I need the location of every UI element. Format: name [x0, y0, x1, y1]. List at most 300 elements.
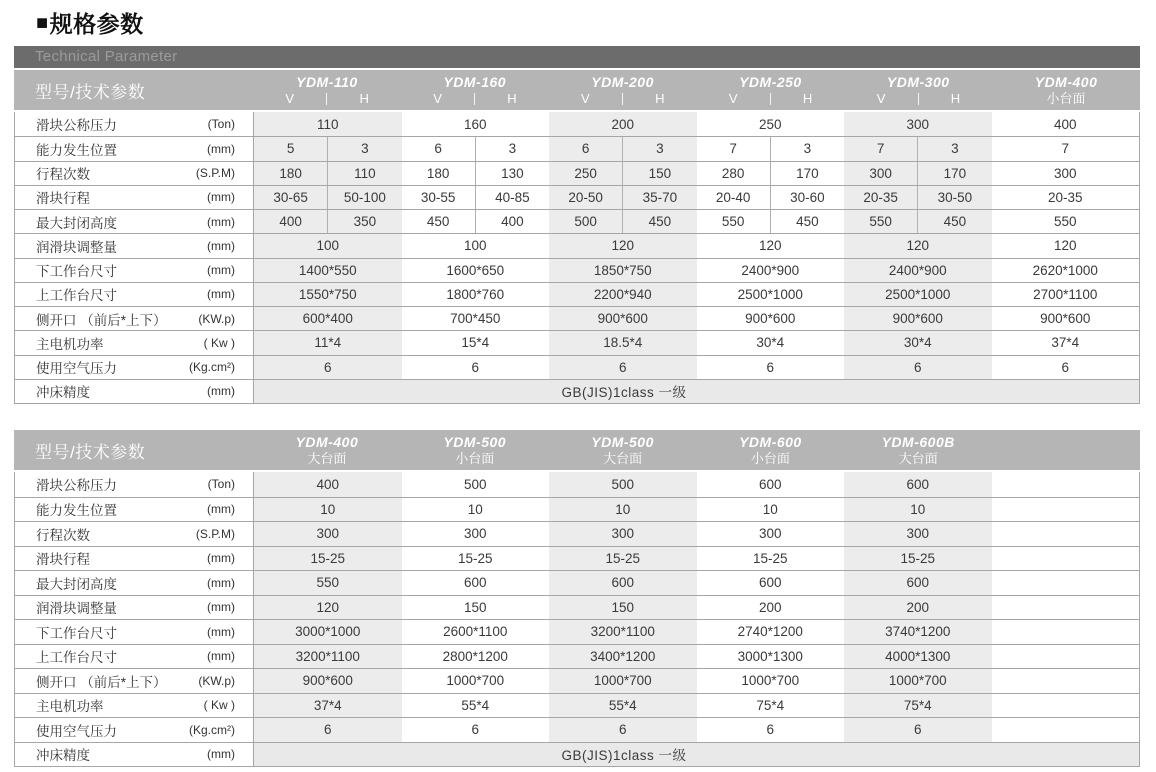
- spec-cell-group: [844, 547, 992, 571]
- spec-cell-group: [992, 522, 1140, 546]
- vh-label: V: [581, 90, 590, 106]
- vh-label: V: [285, 90, 295, 106]
- spec-cell-group: [844, 112, 992, 136]
- spec-cell-group: [992, 498, 1140, 522]
- spec-cell: 120: [611, 238, 635, 254]
- row-data-area: [254, 669, 1139, 693]
- spec-cell: 600: [906, 476, 930, 492]
- spec-cell: 350: [327, 210, 401, 233]
- spec-cell-group: [402, 472, 550, 497]
- spec-cell-group: [549, 162, 697, 185]
- spec-cell: 300: [1053, 165, 1077, 181]
- spec-cell-group: [697, 718, 845, 742]
- spec-cell-group: [697, 186, 845, 209]
- model-name: YDM-400: [295, 433, 359, 450]
- row-label-cell: [15, 620, 254, 644]
- row-label: 使用空气压力: [36, 361, 117, 377]
- spec-cell: 120: [316, 599, 340, 615]
- spec-cell: 30*4: [756, 335, 785, 351]
- row-label: 上工作台尺寸: [36, 650, 117, 666]
- spec-cell: 3: [327, 137, 401, 160]
- column-header-YDM-600: [696, 430, 844, 470]
- spec-cell: 20-40: [715, 189, 751, 205]
- spec-cell: 900*600: [1040, 311, 1091, 327]
- spec-cell-group: [992, 356, 1140, 379]
- spec-cell-group: [254, 210, 402, 233]
- spec-cell: 55*4: [608, 697, 637, 713]
- row-label-cell: [15, 571, 254, 595]
- table-row: [15, 258, 1139, 282]
- spec-cell: 6: [323, 359, 332, 375]
- row-unit: (mm): [207, 649, 235, 664]
- spec-cell-group: [549, 283, 697, 306]
- spec-cell: 150: [622, 162, 696, 185]
- row-label: 最大封闭高度: [36, 215, 117, 231]
- spec-cell-group: [402, 210, 550, 233]
- table-size-subheader: 大台面: [603, 450, 643, 466]
- spec-cell-group: [402, 547, 550, 571]
- spec-cell: 1800*760: [446, 286, 505, 302]
- spec-cell: 3740*1200: [885, 624, 951, 640]
- spec-cell-group: [697, 210, 845, 233]
- spec-cell-group: [992, 307, 1140, 330]
- spec-cell-group: [402, 620, 550, 644]
- row-unit: (mm): [207, 575, 235, 590]
- spec-cell: 400: [316, 476, 340, 492]
- spec-cell-group: [549, 522, 697, 546]
- spec-cell: 7: [729, 141, 737, 157]
- spec-cell: 300: [758, 526, 782, 542]
- row-label: 滑块公称压力: [36, 118, 117, 134]
- table-row: [15, 619, 1139, 644]
- spec-cell: 6: [766, 359, 774, 375]
- spec-cell: 30-55: [420, 189, 456, 205]
- column-header-empty: [992, 430, 1140, 470]
- table-row: [15, 185, 1139, 209]
- spec-cell: 300: [463, 526, 487, 542]
- spec-cell: 20-50: [568, 189, 603, 205]
- row-data-area: [254, 596, 1139, 620]
- spec-cell-group: [549, 137, 697, 160]
- table-header-row: [14, 70, 1140, 110]
- spec-cell-group: [992, 718, 1140, 742]
- spec-cell-group: [697, 669, 845, 693]
- table-row: [15, 693, 1139, 718]
- row-label-cell: [15, 259, 254, 282]
- row-label-cell: [15, 596, 254, 620]
- row-data-area: [254, 356, 1139, 379]
- column-header-YDM-400: [992, 70, 1140, 110]
- spec-cell-group: [549, 669, 697, 693]
- vh-label: H: [655, 90, 665, 106]
- table-size-subheader: [992, 442, 1140, 458]
- spec-cell-group: [992, 186, 1140, 209]
- spec-cell: [992, 547, 1140, 571]
- row-unit: (mm): [207, 214, 235, 229]
- vh-subheader: [696, 91, 844, 107]
- spec-cell-group: [844, 645, 992, 669]
- spec-cell: 75*4: [903, 697, 932, 713]
- spec-cell-group: [254, 547, 402, 571]
- spec-cell-group: [697, 112, 845, 136]
- spec-cell-group: [844, 186, 992, 209]
- row-data-area: [254, 472, 1139, 497]
- spec-cell: [992, 620, 1140, 644]
- vh-subheader: [401, 91, 549, 107]
- column-header-YDM-500: [401, 430, 549, 470]
- spec-cell-group: [992, 620, 1140, 644]
- spec-cell-group: [402, 112, 550, 136]
- table-row: [15, 521, 1139, 546]
- row-data-area: [254, 210, 1139, 233]
- row-label-cell: [15, 380, 254, 403]
- spec-cell: 6: [471, 722, 479, 738]
- row-unit: (mm): [207, 502, 235, 517]
- spec-cell: 15-25: [752, 550, 788, 566]
- row-label-cell: [15, 186, 254, 209]
- row-label: 冲床精度: [36, 385, 90, 401]
- spec-cell: 200: [758, 599, 782, 615]
- spec-cell: 2620*1000: [1032, 262, 1098, 278]
- spec-cell: 3200*1100: [590, 624, 655, 640]
- spec-cell: 550: [869, 214, 892, 230]
- spec-cell-group: [844, 718, 992, 742]
- spec-cell-group: [992, 472, 1140, 497]
- row-unit: (mm): [207, 263, 235, 278]
- spec-cell-group: [254, 137, 402, 160]
- spec-cell: 300: [906, 526, 930, 542]
- spec-cell: 6: [913, 359, 922, 375]
- spec-cell: 15-25: [605, 550, 641, 566]
- spec-cell-group: [844, 571, 992, 595]
- spec-cell-group: [402, 356, 550, 379]
- spec-cell-group: [549, 331, 697, 354]
- spec-cell: [992, 694, 1140, 718]
- spec-cell-group: [402, 645, 550, 669]
- row-label-cell: [15, 645, 254, 669]
- spec-cell: 120: [1053, 238, 1077, 254]
- row-label: 最大封闭高度: [36, 576, 117, 592]
- spec-cell: 3200*1100: [295, 648, 360, 664]
- row-data-area: [254, 522, 1139, 546]
- spec-cell-group: [402, 669, 550, 693]
- spec-cell-group: [697, 137, 845, 160]
- row-label-cell: [15, 307, 254, 330]
- spec-cell: 20-35: [1047, 189, 1083, 205]
- spec-cell: 1000*700: [593, 673, 652, 689]
- row-label-cell: [15, 522, 254, 546]
- table-row: [15, 233, 1139, 257]
- table-row: [15, 595, 1139, 620]
- table-body: [14, 472, 1140, 767]
- row-label: 行程次数: [36, 527, 90, 543]
- spec-cell: 6: [434, 141, 442, 157]
- spec-cell-group: [402, 162, 550, 185]
- spec-cell: 2740*1200: [737, 624, 803, 640]
- spec-cell-group: [697, 547, 845, 571]
- table-row: [15, 742, 1139, 767]
- spec-cell: 50-100: [327, 186, 401, 209]
- row-label-cell: [15, 137, 254, 160]
- spec-cell: 1000*700: [446, 673, 505, 689]
- table-row: [15, 379, 1139, 403]
- row-label: 行程次数: [36, 167, 90, 183]
- table-size-subheader: 小台面: [1046, 90, 1086, 106]
- spec-cell-group: [549, 547, 697, 571]
- spec-cell: 250: [574, 165, 597, 181]
- spec-cell: 11*4: [314, 335, 342, 351]
- spec-cell: 3400*1200: [590, 648, 656, 664]
- spec-cell-group: [254, 718, 402, 742]
- row-label-cell: [15, 210, 254, 233]
- spec-cell-group: [697, 331, 845, 354]
- table-size-subheader: 大台面: [307, 450, 347, 466]
- row-label-cell: [15, 498, 254, 522]
- row-label: 主电机功率: [36, 699, 104, 715]
- spec-cell-group: [697, 472, 845, 497]
- spec-cell: 10: [467, 501, 483, 517]
- model-name: YDM-600: [739, 433, 802, 450]
- spec-cell: 7: [1061, 141, 1069, 157]
- spec-cell-group: [402, 234, 550, 257]
- spec-cell-group: [549, 356, 697, 379]
- row-data-area: [254, 307, 1139, 330]
- table-row: [15, 717, 1139, 742]
- spec-cell-group: [254, 498, 402, 522]
- spec-cell-group: [844, 472, 992, 497]
- row-data-area: [254, 498, 1139, 522]
- vh-label: H: [507, 90, 517, 106]
- title-square-icon: ■: [36, 11, 49, 34]
- spec-cell: 120: [758, 238, 782, 254]
- spec-cell: 280: [721, 165, 745, 181]
- spec-cell-group: [992, 596, 1140, 620]
- spec-cell: 15-25: [310, 550, 346, 566]
- tables-container: [14, 46, 1140, 767]
- column-header-YDM-500: [549, 430, 697, 470]
- spec-cell-group: [549, 718, 697, 742]
- spec-cell-group: [992, 234, 1140, 257]
- row-data-area: [254, 162, 1139, 185]
- column-header-YDM-400: [253, 430, 401, 470]
- spec-cell-group: [844, 596, 992, 620]
- spec-cell: 6: [323, 722, 332, 738]
- row-unit: (KW.p): [198, 673, 235, 688]
- spec-cell-group: [254, 234, 402, 257]
- spec-cell: 160: [463, 116, 487, 132]
- spec-cell-group: [549, 210, 697, 233]
- header-label: 型号/技术参数: [35, 442, 146, 462]
- spec-cell: 10: [762, 501, 778, 517]
- spec-cell: 500: [463, 476, 487, 492]
- spec-cell-group: [402, 331, 550, 354]
- spec-cell: 40-85: [475, 186, 549, 209]
- spec-cell-group: [992, 547, 1140, 571]
- row-label-cell: [15, 112, 254, 136]
- spec-cell: 400: [475, 210, 549, 233]
- spec-cell-group: [844, 234, 992, 257]
- spec-cell: 2800*1200: [442, 648, 508, 664]
- row-data-area: [254, 380, 1139, 403]
- model-name: YDM-500: [591, 433, 654, 450]
- spec-cell-group: [402, 596, 550, 620]
- spec-cell: 180: [426, 165, 450, 181]
- spec-cell-group: [549, 645, 697, 669]
- row-unit: (mm): [207, 141, 235, 156]
- spec-cell-group: [254, 645, 402, 669]
- spec-cell-group: [549, 620, 697, 644]
- column-header-YDM-200: [549, 70, 697, 110]
- spec-cell-group: [844, 259, 992, 282]
- vh-label: H: [950, 90, 961, 106]
- spec-cell: 150: [611, 599, 635, 615]
- row-label: 滑块行程: [36, 191, 90, 207]
- spec-cell-group: [254, 694, 402, 718]
- spec-cell-group: [697, 596, 845, 620]
- spec-cell: 900*600: [745, 311, 796, 327]
- spec-cell: 6: [618, 722, 627, 738]
- spec-cell-group: [402, 522, 550, 546]
- spec-cell-group: [844, 210, 992, 233]
- spec-cell: 100: [463, 238, 487, 254]
- spec-cell-group: [844, 669, 992, 693]
- spec-cell-group: [549, 694, 697, 718]
- spec-cell-group: [254, 620, 402, 644]
- spec-cell: 20-35: [863, 189, 898, 205]
- spec-cell-group: [992, 645, 1140, 669]
- row-data-area: [254, 718, 1139, 742]
- spec-cell: 1550*750: [298, 286, 357, 302]
- table-header-row: [14, 430, 1140, 470]
- spec-cell: 15-25: [900, 550, 936, 566]
- spec-cell: 600: [758, 575, 782, 591]
- spec-cell: 2700*1100: [1033, 286, 1098, 302]
- table-row: [15, 355, 1139, 379]
- spec-cell: 30*4: [903, 335, 932, 351]
- row-unit: (mm): [207, 287, 235, 302]
- spec-cell: 6: [618, 359, 627, 375]
- full-span-cell: GB(JIS)1class 一级: [254, 743, 1139, 767]
- spec-cell: 55*4: [461, 697, 490, 713]
- model-name: YDM-200: [591, 73, 654, 90]
- table-size-subheader: 大台面: [898, 450, 938, 466]
- row-data-area: [254, 547, 1139, 571]
- row-data-area: [254, 137, 1139, 160]
- spec-cell: 600*400: [302, 311, 353, 327]
- page-title: [36, 6, 144, 39]
- spec-cell: 6: [913, 722, 922, 738]
- spec-cell-group: [254, 669, 402, 693]
- row-label: 冲床精度: [36, 748, 90, 764]
- spec-cell: 300: [906, 116, 930, 132]
- spec-cell: 600: [463, 575, 487, 591]
- spec-cell: [992, 472, 1140, 497]
- spec-cell: 450: [426, 214, 450, 230]
- row-label: 下工作台尺寸: [36, 625, 117, 641]
- spec-cell: 700*450: [450, 311, 501, 327]
- spec-cell-group: [254, 112, 402, 136]
- spec-cell: 3: [917, 137, 991, 160]
- row-label-cell: [15, 472, 254, 497]
- row-unit: (Kg.cm²): [189, 722, 235, 737]
- spec-cell-group: [549, 186, 697, 209]
- spec-cell: 1600*650: [446, 262, 505, 278]
- spec-cell: 1000*700: [888, 673, 947, 689]
- row-label: 润滑块调整量: [36, 239, 117, 255]
- spec-cell-group: [992, 283, 1140, 306]
- spec-cell-group: [697, 620, 845, 644]
- table-row: [15, 570, 1139, 595]
- row-unit: (mm): [207, 384, 235, 399]
- row-label-cell: [15, 743, 254, 767]
- row-label-cell: [15, 669, 254, 693]
- spec-cell: 30-60: [770, 186, 844, 209]
- spec-cell: 4000*1300: [885, 648, 951, 664]
- spec-cell: 600: [758, 476, 782, 492]
- spec-cell: [992, 498, 1140, 522]
- spec-cell: [992, 596, 1140, 620]
- row-unit: (mm): [207, 747, 235, 762]
- spec-cell: 600: [611, 575, 635, 591]
- spec-cell-group: [254, 571, 402, 595]
- row-label-cell: [15, 694, 254, 718]
- spec-cell-group: [992, 210, 1140, 233]
- spec-cell-group: [254, 356, 402, 379]
- spec-cell-group: [697, 234, 845, 257]
- row-unit: (mm): [207, 600, 235, 615]
- model-name: YDM-160: [443, 73, 507, 90]
- spec-cell-group: [254, 162, 402, 185]
- spec-cell: 180: [279, 165, 302, 181]
- spec-cell: 110: [327, 162, 401, 185]
- spec-cell-group: [402, 571, 550, 595]
- spec-cell-group: [549, 571, 697, 595]
- spec-cell: 900*600: [892, 311, 943, 327]
- table-row: [15, 161, 1139, 185]
- spec-cell: 30-65: [273, 189, 308, 205]
- table-row: [15, 306, 1139, 330]
- spec-cell-group: [844, 331, 992, 354]
- spec-cell: 250: [758, 116, 782, 132]
- spec-cell-group: [254, 283, 402, 306]
- spec-cell-group: [254, 472, 402, 497]
- row-data-area: [254, 234, 1139, 257]
- spec-cell-group: [844, 694, 992, 718]
- table-row: [15, 472, 1139, 497]
- spec-cell-group: [844, 356, 992, 379]
- row-label: 下工作台尺寸: [36, 264, 117, 280]
- header-label: 型号/技术参数: [35, 82, 146, 102]
- spec-cell-group: [549, 472, 697, 497]
- row-data-area: [254, 571, 1139, 595]
- spec-cell: [992, 669, 1140, 693]
- row-unit: (Ton): [207, 117, 235, 132]
- spec-cell-group: [402, 137, 550, 160]
- spec-cell-group: [697, 498, 845, 522]
- row-label: 能力发生位置: [36, 142, 117, 158]
- spec-cell-group: [697, 571, 845, 595]
- row-label-cell: [15, 356, 254, 379]
- spec-cell: 6: [766, 722, 774, 738]
- model-name: YDM-250: [739, 73, 802, 90]
- full-span-cell: GB(JIS)1class 一级: [254, 380, 1139, 403]
- spec-cell: 900*600: [597, 311, 648, 327]
- spec-cell-group: [697, 522, 845, 546]
- spec-cell: 110: [316, 116, 339, 132]
- table-row: [15, 330, 1139, 354]
- spec-cell: 2400*900: [888, 262, 947, 278]
- spec-cell: 2500*1000: [737, 286, 803, 302]
